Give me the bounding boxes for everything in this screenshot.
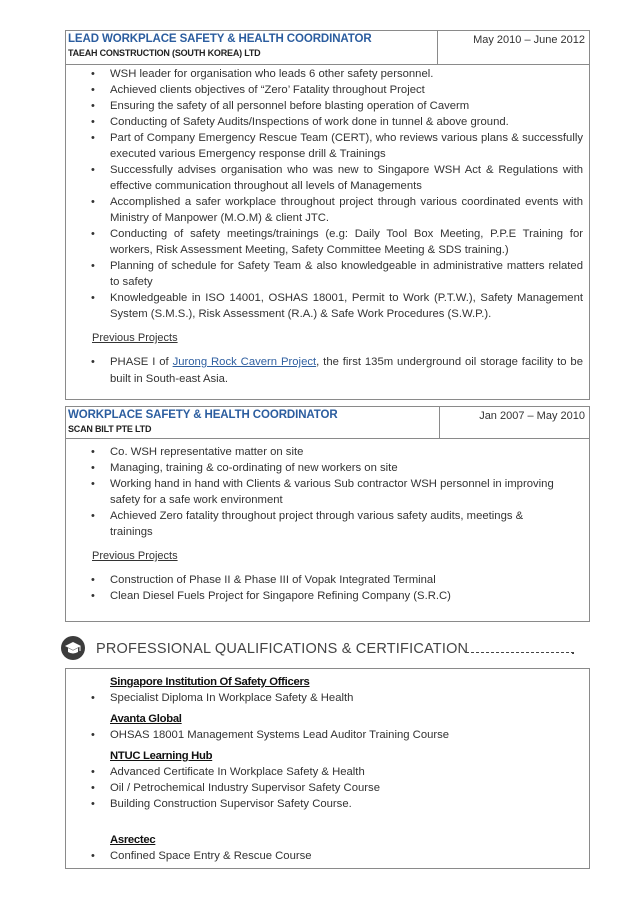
company-name: SCAN BILT PTE LTD — [68, 424, 152, 434]
bullet-icon: • — [91, 850, 95, 862]
project-list — [66, 572, 589, 604]
list-item: • Accomplished a safer workplace throughout project through various coordinated events with Ministry of Manpower (M.O.M) & client JTC. — [91, 196, 583, 224]
list-item: • Oil / Petrochemical Industry Supervisor Safety Course — [91, 782, 380, 794]
job-title: LEAD WORKPLACE SAFETY & HEALTH COORDINATOR — [68, 33, 372, 45]
institution-name: Avanta Global — [110, 713, 182, 725]
previous-projects-label: Previous Projects — [92, 550, 178, 562]
section-divider — [466, 652, 574, 653]
list-item: • OHSAS 18001 Management Systems Lead Auditor Training Course — [91, 729, 450, 741]
bullet-icon: • — [91, 260, 95, 272]
institution-name: Asrectec — [110, 834, 156, 846]
bullet-icon: • — [91, 510, 95, 522]
list-item: • Achieved Zero fatality throughout project through various safety audits, meetings & trainings — [91, 510, 524, 538]
job-title: WORKPLACE SAFETY & HEALTH COORDINATOR — [68, 409, 338, 421]
list-item: • Conducting of Safety Audits/Inspections of work done in tunnel & above ground. — [91, 116, 509, 128]
institution-name: Singapore Institution Of Safety Officers — [110, 676, 310, 688]
bullet-icon: • — [91, 100, 95, 112]
certificate-list — [66, 764, 589, 812]
date-cell — [437, 31, 589, 64]
list-item: • PHASE I of Jurong Rock Cavern Project, the first 135m underground oil storage facility to be built in South-east Asia. — [91, 356, 583, 385]
bullet-icon: • — [91, 228, 95, 240]
section-title: PROFESSIONAL QUALIFICATIONS & CERTIFICATION — [96, 641, 469, 657]
list-item: • Knowledgeable in ISO 14001, OSHAS 18001, Permit to Work (P.T.W.), Safety Management System (S.M.S.), Risk Assessment (R.A.) & Safe Work Procedures (S.W.P.). — [91, 292, 583, 320]
job-dates: May 2010 – June 2012 — [473, 34, 585, 46]
job-header — [66, 31, 589, 65]
list-item: • WSH leader for organisation who leads 6 other safety personnel. — [91, 68, 434, 80]
project-list — [66, 354, 589, 388]
bullet-icon: • — [91, 84, 95, 96]
bullet-icon: • — [91, 196, 95, 208]
list-item: • Specialist Diploma In Workplace Safety & Health — [91, 692, 354, 704]
list-item: • Co. WSH representative matter on site — [91, 446, 304, 458]
list-item: • Confined Space Entry & Rescue Course — [91, 850, 312, 862]
list-item: • Part of Company Emergency Rescue Team (CERT), who reviews various plans & successfully executed various Emergency response drill & Trainings — [91, 132, 583, 160]
bullet-icon: • — [91, 292, 95, 304]
bullet-icon: • — [91, 478, 95, 490]
bullet-icon: • — [91, 729, 95, 741]
bullet-icon: • — [91, 782, 95, 794]
qualifications-block — [65, 668, 590, 869]
job-dates: Jan 2007 – May 2010 — [479, 410, 585, 422]
list-item: • Managing, training & co-ordinating of new workers on site — [91, 462, 398, 474]
project-link[interactable]: Jurong Rock Cavern Project — [172, 356, 317, 368]
list-item: • Working hand in hand with Clients & various Sub contractor WSH personnel in improving safety for a safe work environment — [91, 478, 554, 506]
job-details — [66, 66, 589, 388]
previous-projects-label: Previous Projects — [92, 332, 178, 344]
date-cell — [439, 407, 589, 438]
list-item: • Advanced Certificate In Workplace Safety & Health — [91, 766, 365, 778]
certificate-list — [66, 848, 589, 864]
bullet-icon: • — [91, 590, 95, 602]
bullet-icon: • — [91, 766, 95, 778]
list-item: • Successfully advises organisation who was new to Singapore WSH Act & Regulations with effective communication throughout all levels of Managements — [91, 164, 583, 192]
bullet-icon: • — [91, 462, 95, 474]
institution-name: NTUC Learning Hub — [110, 750, 213, 762]
company-name: TAEAH CONSTRUCTION (SOUTH KOREA) LTD — [68, 48, 261, 58]
list-item: • Ensuring the safety of all personnel before blasting operation of Caverm — [91, 100, 470, 112]
list-item: • Conducting of safety meetings/trainings (e.g: Daily Tool Box Meeting, P.P.E Training for workers, Risk Assessment Meeting, Safety Committee Meeting & SDS training.) — [91, 228, 583, 256]
job-details — [66, 444, 589, 604]
graduation-cap-icon — [61, 636, 85, 660]
divider-end — [572, 652, 574, 654]
bullet-icon: • — [91, 798, 95, 810]
bullet-icon: • — [91, 132, 95, 144]
bullet-icon: • — [91, 68, 95, 80]
responsibility-list — [66, 444, 589, 540]
certificate-list — [66, 727, 589, 743]
job-header — [66, 407, 589, 439]
bullet-icon: • — [91, 574, 95, 586]
list-item: • Achieved clients objectives of “Zero’ Fatality throughout Project — [91, 84, 425, 96]
bullet-icon: • — [91, 446, 95, 458]
list-item: • Building Construction Supervisor Safety Course. — [91, 798, 352, 810]
list-item: • Planning of schedule for Safety Team & also knowledgeable in administrative matters related to safety — [91, 260, 583, 288]
job-block-1 — [65, 30, 590, 400]
job-block-2 — [65, 406, 590, 622]
certificate-list — [66, 690, 589, 706]
responsibility-list — [66, 66, 589, 322]
bullet-icon: • — [91, 164, 95, 176]
bullet-icon: • — [91, 356, 95, 368]
list-item: • Clean Diesel Fuels Project for Singapore Refining Company (S.R.C) — [91, 590, 451, 602]
qualifications-list — [66, 674, 589, 864]
list-item: • Construction of Phase II & Phase III of Vopak Integrated Terminal — [91, 574, 436, 586]
bullet-icon: • — [91, 692, 95, 704]
bullet-icon: • — [91, 116, 95, 128]
